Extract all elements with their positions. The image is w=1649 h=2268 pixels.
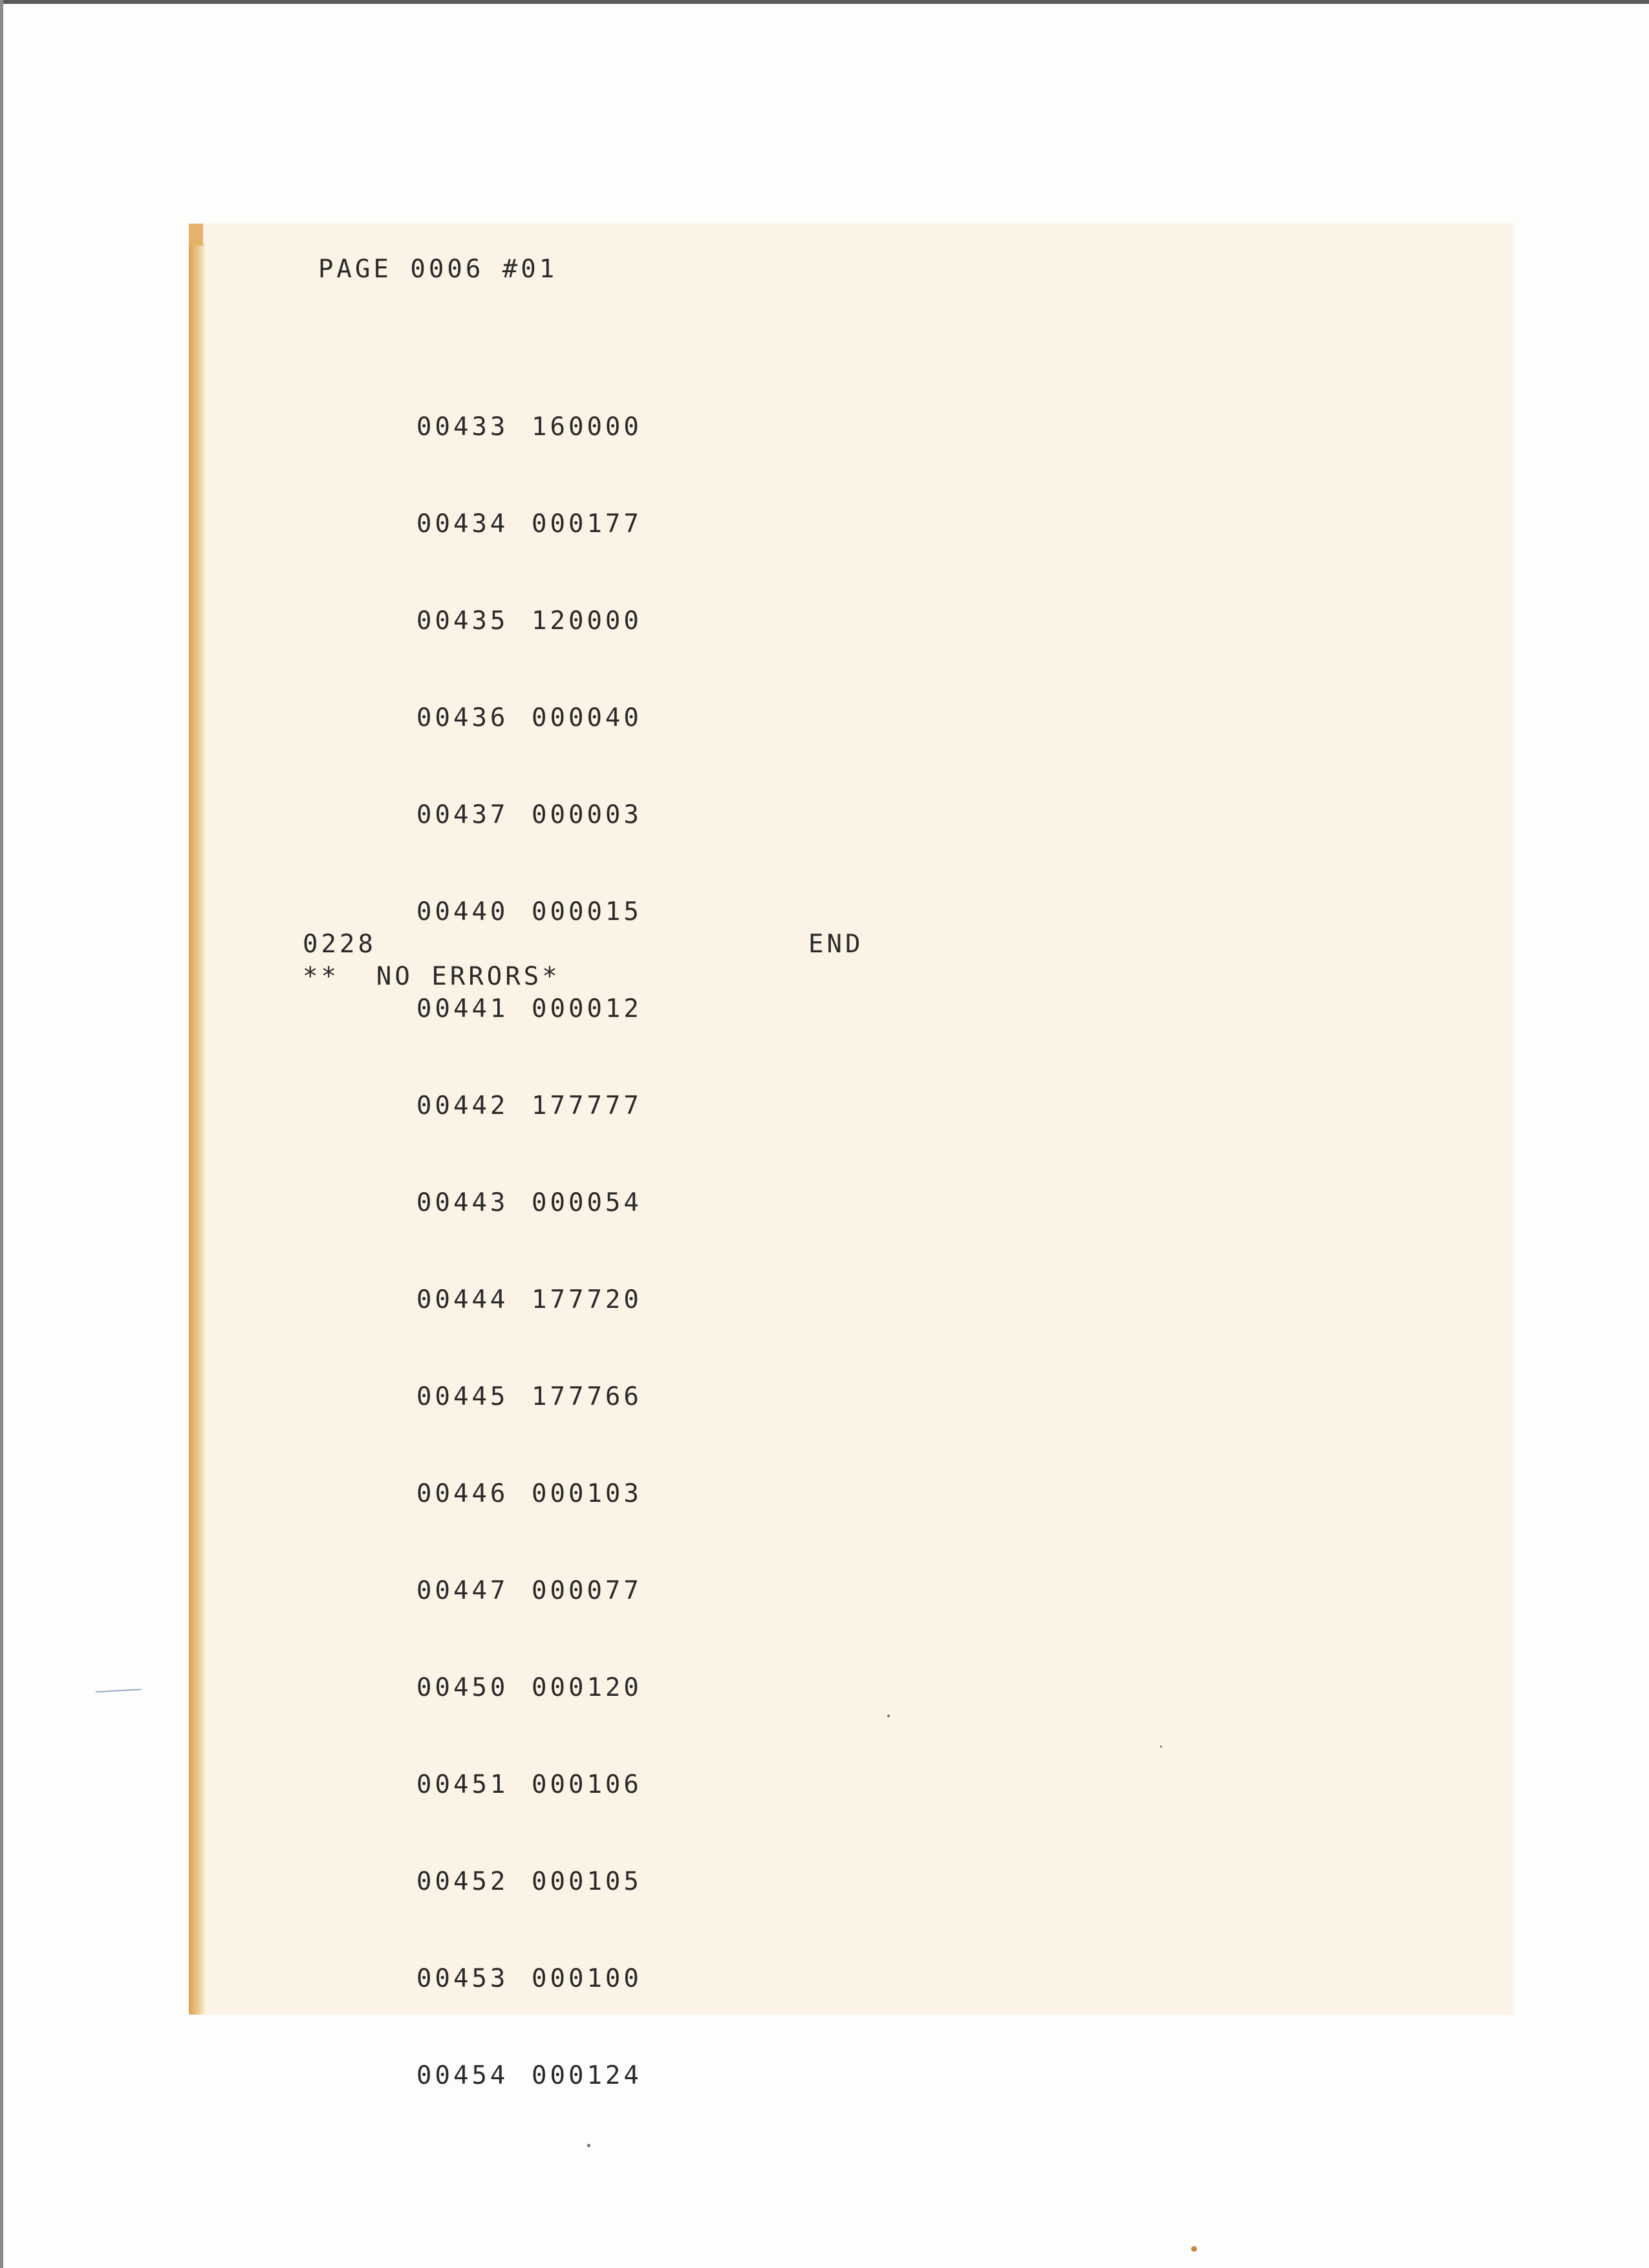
row-value: 000015 xyxy=(532,897,642,926)
page-header: PAGE 0006 #01 xyxy=(318,255,558,284)
row-address: 00435 xyxy=(416,606,509,636)
row-value: 000105 xyxy=(532,1867,642,1896)
row-address: 00445 xyxy=(416,1382,509,1411)
pen-mark xyxy=(96,1689,141,1693)
listing-row xyxy=(416,411,642,444)
scan-border-top xyxy=(0,0,1649,4)
row-address: 00444 xyxy=(416,1285,509,1314)
listing-row xyxy=(416,2060,642,2092)
row-value: 000177 xyxy=(532,509,642,539)
listing-row xyxy=(416,1284,642,1316)
scan-speck xyxy=(1191,2246,1197,2252)
listing-row xyxy=(416,896,642,928)
row-address: 00442 xyxy=(416,1091,509,1120)
row-address: 00433 xyxy=(416,412,509,442)
row-value: 160000 xyxy=(532,412,642,442)
listing-row xyxy=(416,1478,642,1510)
listing-row xyxy=(416,993,642,1025)
row-value: 000120 xyxy=(532,1673,642,1702)
listing-row xyxy=(416,1381,642,1413)
row-value: 000124 xyxy=(532,2061,642,2090)
row-address: 00453 xyxy=(416,1964,509,1993)
scan-speck xyxy=(1160,1746,1162,1748)
row-address: 00451 xyxy=(416,1770,509,1799)
row-value: 120000 xyxy=(532,606,642,636)
printout-page xyxy=(189,224,1513,2090)
listing-row xyxy=(416,1672,642,1704)
listing-row xyxy=(416,1575,642,1607)
line-count: 0228 xyxy=(303,930,376,959)
row-address: 00443 xyxy=(416,1188,509,1217)
listing-row xyxy=(416,799,642,831)
row-value: 177766 xyxy=(532,1382,642,1411)
row-address: 00446 xyxy=(416,1479,509,1508)
row-address: 00454 xyxy=(416,2061,509,2090)
scan-speck xyxy=(887,1715,890,1717)
row-address: 00437 xyxy=(416,800,509,829)
listing-row xyxy=(416,605,642,637)
paper-edge xyxy=(189,243,206,2015)
row-value: 177777 xyxy=(532,1091,642,1120)
status-message: ** NO ERRORS* xyxy=(303,962,561,991)
listing-row xyxy=(416,1187,642,1219)
scan-speck xyxy=(587,2144,590,2147)
listing-row xyxy=(416,1769,642,1801)
row-address: 00440 xyxy=(416,897,509,926)
row-value: 000100 xyxy=(532,1964,642,1993)
listing-row xyxy=(416,1866,642,1898)
listing-row xyxy=(416,702,642,734)
listing-rows xyxy=(416,347,642,2157)
row-value: 000103 xyxy=(532,1479,642,1508)
end-label: END xyxy=(808,930,864,959)
row-address: 00441 xyxy=(416,994,509,1023)
row-address: 00450 xyxy=(416,1673,509,1702)
row-address: 00452 xyxy=(416,1867,509,1896)
row-value: 000012 xyxy=(532,994,642,1023)
row-value: 000003 xyxy=(532,800,642,829)
row-address: 00447 xyxy=(416,1576,509,1605)
row-value: 000106 xyxy=(532,1770,642,1799)
row-value: 000054 xyxy=(532,1188,642,1217)
paper-edge-tear xyxy=(189,224,203,246)
row-value: 177720 xyxy=(532,1285,642,1314)
row-address: 00436 xyxy=(416,703,509,733)
listing-row xyxy=(416,1090,642,1122)
listing-row xyxy=(416,1963,642,1995)
row-value: 000040 xyxy=(532,703,642,733)
listing-row xyxy=(416,508,642,540)
row-value: 000077 xyxy=(532,1576,642,1605)
scan-border-left xyxy=(0,0,3,2268)
row-address: 00434 xyxy=(416,509,509,539)
